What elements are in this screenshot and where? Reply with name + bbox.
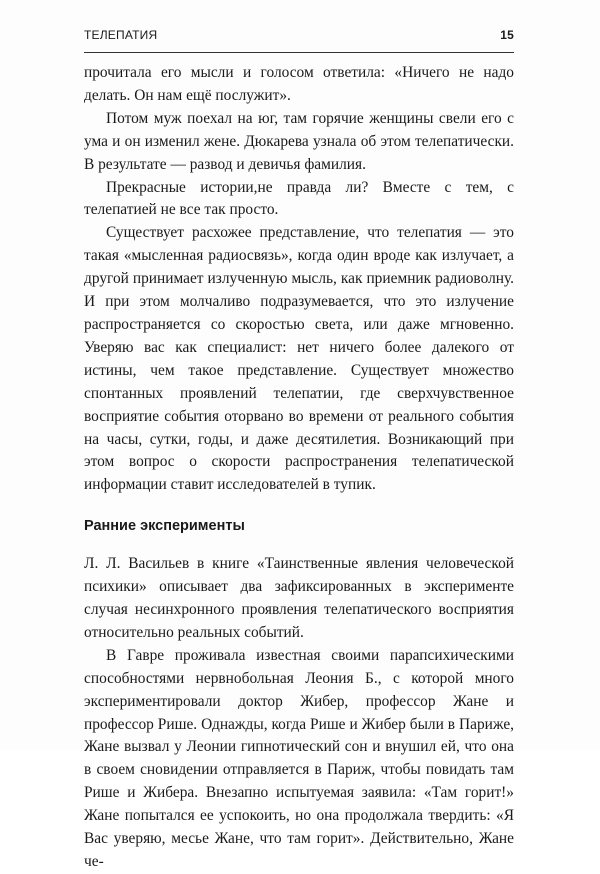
paragraph-1: прочитала его мысли и голосом ответила: «Ничего не надо делать. Он нам ещё послужит».	[84, 64, 514, 104]
paragraph-4: Существует расхожее представление, что телепатия — это такая «мысленная радиосвязь», когда один вроде как излучает, а другой принимает излученную мысль, как приемник радиоволну. И при этом молчаливо подразумевается, что это излучение распространяется со скоростью света, или даже мгновенно. Уверяю вас как специалист: нет ничего более далекого от истины, чем такое представление. Существует множество спонтанных проявлений телепатии, где сверхчувственное восприятие события оторвано во времени от реального события на часы, сутки, годы, и даже десятилетия. Возникающий при этом вопрос о скорости распространения телепатической информации ставит исследователей в тупик.	[84, 224, 514, 494]
header-divider	[84, 52, 514, 53]
section-title: ТЕЛЕПАТИЯ	[84, 28, 158, 42]
paragraph-6: В Гавре проживала известная своими парапсихическими способностями нервнобольная Леония Б., с которой много экспериментировали доктор Жибер, профессор Жане и профессор Рише. Однажды, когда Рише и Жибер были в Париже, Жане вызвал у Леонии гипнотический сон и внушил ей, что она в своем сновидении отправляется в Париж, чтобы повидать там Рише и Жибера. Внезапно испытуемая заявила: «Там горит!» Жане попытался ее успокоить, но она продолжала твердить: «Я Вас уверяю, месье Жане, что там горит». Действительно, Жане че-	[84, 646, 514, 870]
running-header	[84, 26, 514, 46]
body-text	[84, 62, 514, 874]
page-number: 15	[500, 28, 514, 42]
section-heading: Ранние эксперименты	[84, 518, 245, 535]
paragraph-5: Л. Л. Васильев в книге «Таинственные явления человеческой психики» описывает два зафиксированных в эксперименте случая несинхронного проявления телепатического восприятия относительно реальных событий.	[84, 555, 514, 641]
paragraph-3: Прекрасные истории,не правда ли? Вместе с тем, с телепатией не все так просто.	[84, 178, 514, 219]
paragraph-2: Потом муж поехал на юг, там горячие женщины свели его с ума и он изменил жене. Дюкарева узнала об этом телепатически. В результате — развод и девичья фамилия.	[84, 109, 514, 173]
